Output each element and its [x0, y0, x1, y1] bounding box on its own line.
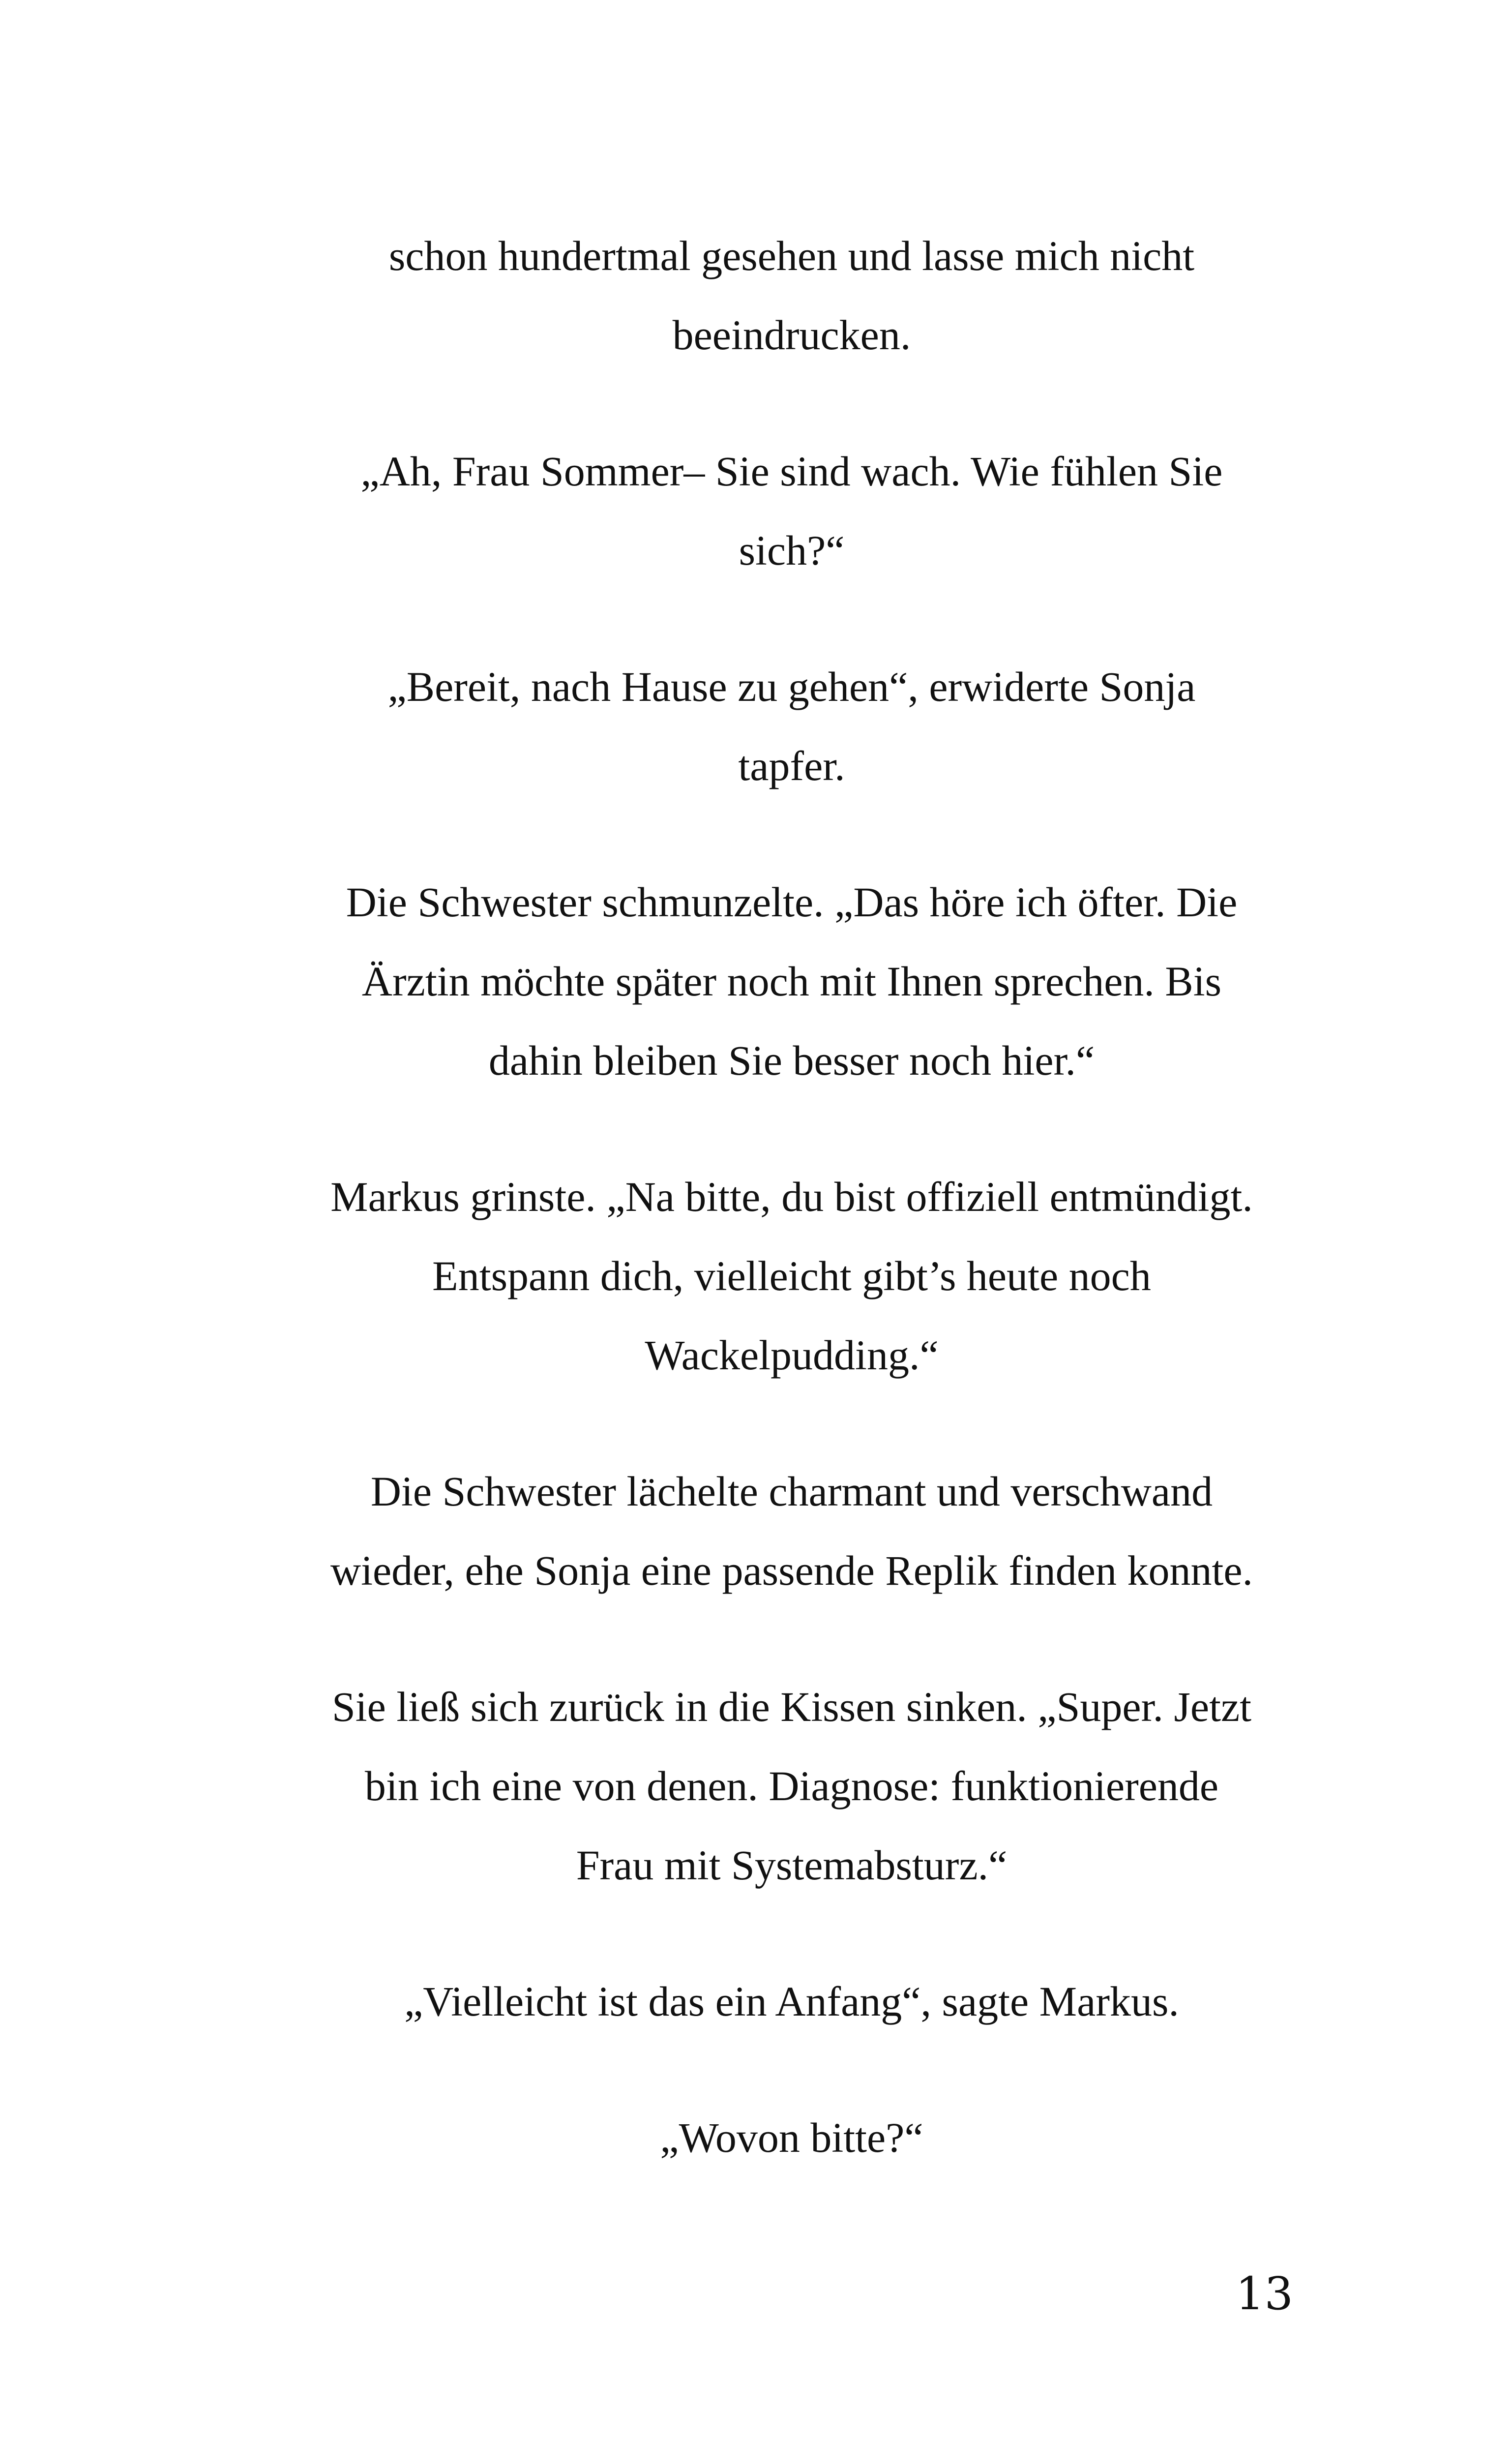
- paragraph: [275, 647, 1308, 806]
- paragraph: [275, 1667, 1308, 1905]
- paragraph: [275, 1962, 1308, 2041]
- text-line: Entspann dich, vielleicht gibt’s heute noch: [432, 1252, 1151, 1299]
- text-line: beeindrucken.: [672, 311, 911, 359]
- paragraph: [275, 432, 1308, 590]
- text-line: Die Schwester lächelte charmant und verschwand: [370, 1468, 1213, 1515]
- page-number: 13: [1235, 2267, 1293, 2320]
- text-line: schon hundertmal gesehen und lasse mich nicht: [388, 232, 1195, 279]
- paragraph: [275, 2098, 1308, 2177]
- text-line: tapfer.: [738, 742, 845, 789]
- paragraph: [275, 863, 1308, 1100]
- paragraph: [275, 1157, 1308, 1395]
- text-line: „Ah, Frau Sommer– Sie sind wach. Wie fühlen Sie: [360, 448, 1223, 495]
- text-line: Markus grinste. „Na bitte, du bist offiziell entmündigt.: [330, 1173, 1253, 1220]
- body-text: [275, 216, 1308, 2234]
- text-line: Die Schwester schmunzelte. „Das höre ich öfter. Die: [346, 878, 1238, 926]
- text-line: Sie ließ sich zurück in die Kissen sinken. „Super. Jetzt: [331, 1683, 1252, 1730]
- text-line: dahin bleiben Sie besser noch hier.“: [488, 1037, 1095, 1084]
- text-line: sich?“: [739, 527, 845, 574]
- paragraph: [275, 1452, 1308, 1610]
- text-line: Wackelpudding.“: [645, 1331, 939, 1379]
- text-line: „Wovon bitte?“: [660, 2114, 923, 2161]
- text-line: „Vielleicht ist das ein Anfang“, sagte Markus.: [404, 1978, 1179, 2025]
- text-line: wieder, ehe Sonja eine passende Replik finden konnte.: [330, 1547, 1253, 1594]
- text-line: Ärztin möchte später noch mit Ihnen sprechen. Bis: [361, 958, 1222, 1005]
- paragraph: [275, 216, 1308, 375]
- text-line: bin ich eine von denen. Diagnose: funktionierende: [364, 1762, 1219, 1810]
- text-line: „Bereit, nach Hause zu gehen“, erwiderte Sonja: [387, 663, 1196, 710]
- text-line: Frau mit Systemabsturz.“: [576, 1841, 1008, 1889]
